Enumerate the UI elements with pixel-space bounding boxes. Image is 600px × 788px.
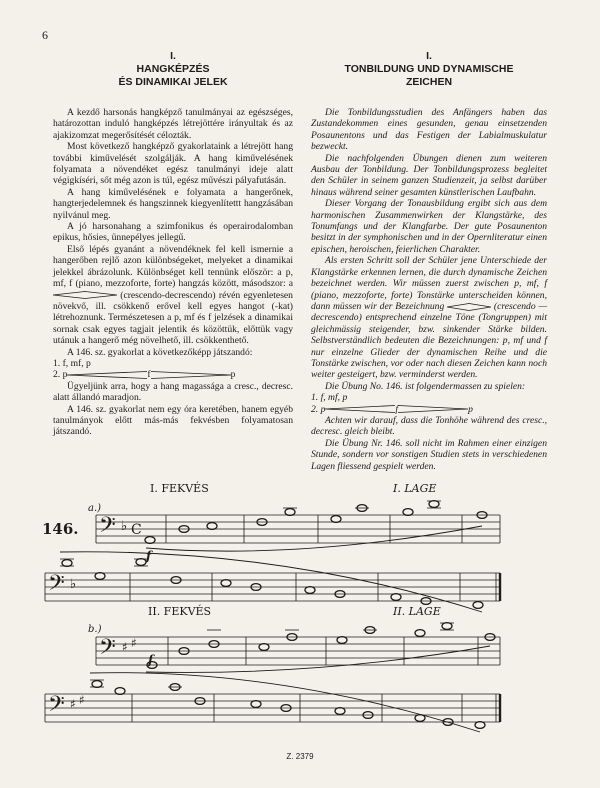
bass-clef-icon: 𝄢 [99,635,116,665]
bass-clef-icon: 𝄢 [99,513,116,543]
de-paragraph: Die Übung No. 146. ist folgendermassen zu spielen: [325,380,526,392]
hu-paragraph: A hang kiművelésének e folyamata a hangerőnek, hangterjedelemnek és hangszinnek kiegyenlítettt hangzásában nyilvánul meg. [53,186,293,221]
mark-b: b.) [88,624,102,635]
flat-icon: ♭ [70,577,77,592]
de-title-line2: ZEICHEN [405,76,453,88]
hu-paragraph-dynamics: Első lépés gyanánt a növendéknek fel kell ismernie a hangerőben rejlő azon különbségeket, melyeket a dinamikai jelekkel ábrázolunk. Különbséget kell tennünk először: a p, mf, f (piano, mezzoforte, forte) hangzás között, másodszor: a (crescendo-decrescendo) révén egyenletesen növekvő, ill. csökkenő erővel kell egyes hangot (-kat) létrehoznunk. Természetesen a p, mf és f jelzések a dinamikai sornak csak egyes tagjait jelentik és közöttük, előttük vagy utánuk a hangerő még növelhető, ill. csökkenthető. [53,243,293,347]
staff-1 [96,515,500,543]
dynamic-forte-1: f [146,549,152,563]
sharp-icon: ♯ [131,636,137,650]
hu-paragraph: Ügyeljünk arra, hogy a hang magassága a cresc., decresc. alatt állandó maradjon. [53,380,293,404]
label-fekves-2: II. FEKVÉS [148,605,212,618]
de-example-1: 1. f, mf, p [311,392,348,404]
sharp-icon: ♯ [79,693,85,707]
de-paragraph: Die nachfolgenden Übungen dienen zum weiteren Ausbau der Tonbildung. Der Tonbildungsprozess begleitet den Schüler in seinem ganzen Studienzeit, ja selbst darüber hinaus während seiner gesamten künstlerischen Laufbahn. [311,152,547,198]
whole-notes-staff-3 [147,623,495,669]
hu-example-2: 2. p f p [53,369,236,381]
bass-clef-icon: 𝄢 [48,571,65,601]
de-paragraph: Die Tonbildungsstudien des Anfängers haben das Zustandekommen eines gesunden, genau einsetzenden Posaunentons und das Festigen der Labialmuskulatur bezweckt. [311,107,547,153]
dynamic-forte-2: f [148,653,154,667]
exercise-number: 146. [42,520,79,538]
hu-paragraph: Most következő hangképző gyakorlataink a létrejött hang további kiművelését szolgálják. A hang kiművelésének folyamata a növendéket egész tanulmányi ideje alatt végigkíséri, sőt még azon is túl, egész művészi pályafutásán. [53,141,293,187]
hu-paragraph: A kezdő harsonás hangképző tanulmányai az egészséges, határozottan induló hangképzés létrejöttére irányultak és az ajakizomzat megerősítését célozták. [53,107,293,141]
flat-icon: ♭ [121,519,128,534]
hu-title-roman: I. [170,50,176,62]
bass-clef-icon: 𝄢 [48,692,65,722]
label-lage-1: I. LAGE [393,482,437,495]
hu-title-line2: ÉS DINAMIKAI JELEK [118,76,228,88]
de-title-roman: I. [426,50,432,62]
hu-title-line1: HANGKÉPZÉS [136,63,210,75]
de-paragraph: Die Übung Nr. 146. soll nicht im Rahmen einer einzigen Stunde, sondern vor sonstigen Studien stets in verschiedenen Lagen fliessend gespielt werden. [311,437,547,472]
whole-notes-staff-4 [92,681,485,729]
hu-example-1: 1. f, mf, p [53,357,91,369]
hu-paragraph: A 146. sz. gyakorlat a következőképp játszandó: [67,346,253,358]
de-paragraph-dynamics: Als ersten Schritt soll der Schüler jene Unterschiede der Klangstärke erkennen lernen, die durch dynamische Zeichen bezeichnet werden. Wir müssen zuerst zwischen p, mf, f (piano, mezzoforte, forte) Tonstärke unterscheiden können, dann müssen wir der Bezeichnung (crescendo — decrescendo) entsprechend einzelne Töne (Tongruppen) mit gleichmässig steigender, bzw. sinkender Stärke bilden. Selbstverständlich bedeuten die Bezeichnungen: p, mf und f nur einzelne Glieder der dynamischen Reihe und die Tonstärke zwischen, vor oder nach diesen Zeichen kann noch weiter gesteigert, bzw. verminderst werden. [311,255,547,381]
hu-paragraph: A 146. sz. gyakorlat nem egy óra keretében, hanem egyéb tanulmányok előtt más-más fekvésben folyamatosan játszandó. [53,403,293,438]
time-signature: C [131,522,142,538]
sharp-icon: ♯ [70,697,76,711]
de-paragraph: Dieser Vorgang der Tonausbildung ergibt sich aus dem harmonischen Zusammenwirken der Klangstärke, des Tonumfangs und der Klangfarbe. Der gute Posaunenton besitzt in der symphonischen und in der Opernliteratur einen epischen, heroischen, feierlichen Charakter. [311,198,547,255]
label-fekves-1: I. FEKVÉS [150,482,209,495]
hu-paragraph: A jó harsonahang a szimfonikus és operairodalomban epikus, hősies, ünnepélyes jellegű. [53,221,293,244]
de-example-2: 2. p f p [311,403,473,415]
de-title-line1: TONBILDUNG UND DYNAMISCHE [344,63,514,75]
de-paragraph: Achten wir darauf, dass die Tonhöhe während des cresc., decresc. gleich bleibt. [311,414,547,438]
sharp-icon: ♯ [122,640,128,654]
page-number: 6 [42,28,48,42]
mark-a: a.) [88,503,102,514]
staff-3 [96,637,500,665]
plate-number: Z. 2379 [286,752,314,761]
label-lage-2: II. LAGE [393,605,441,618]
